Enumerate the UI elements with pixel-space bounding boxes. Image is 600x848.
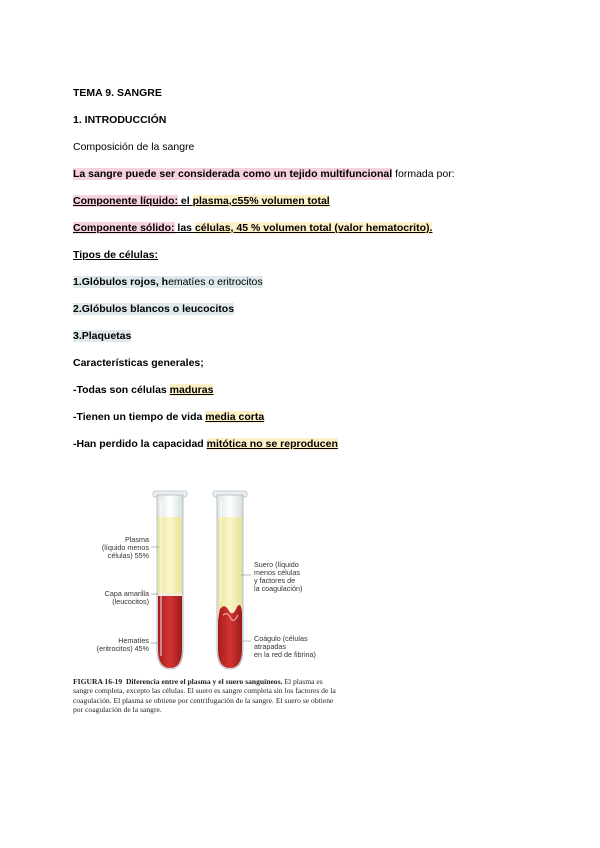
liquid-mid: el (178, 195, 193, 207)
characteristic-highlight: mitótica no se reproducen (206, 438, 338, 450)
liquid-label: Componente líquido: (73, 195, 178, 207)
characteristic-prefix: -Tienen un tiempo de vida (73, 411, 206, 423)
intro-sentence (73, 167, 455, 181)
cell-types-heading: Tipos de células: (73, 249, 158, 261)
intro-highlight: La sangre puede ser considerada como un tejido multifuncional (73, 168, 393, 180)
serum-label: Suero (líquido menos células y factores de la coagulación) (254, 560, 303, 593)
characteristic-item (73, 383, 213, 397)
cell-type-normal: ematíes o eritrocitos (168, 276, 263, 288)
section-heading: 1. INTRODUCCIÓN (73, 114, 167, 126)
caption-title: Diferencia entre el plasma y el suero sanguíneos. (125, 677, 283, 686)
characteristic-prefix: -Han perdido la capacidad (73, 438, 207, 450)
characteristic-prefix: -Todas son células (73, 384, 170, 396)
plasma-tube (153, 491, 187, 669)
characteristic-item (73, 437, 338, 451)
serum-tube (213, 491, 247, 669)
rbc-label: Hematíes (eritrocitos) 45% (96, 636, 149, 653)
cell-type-bold: 3.Plaquetas (73, 330, 132, 342)
liquid-value: plasma,c55% volumen total (192, 195, 330, 207)
characteristic-highlight: media corta (205, 411, 265, 423)
cell-type-item (73, 329, 131, 343)
cell-type-bold: 2.Glóbulos blancos o leucocitos (73, 303, 235, 315)
figure-caption (73, 677, 341, 714)
test-tube-figure (73, 481, 341, 743)
solid-component (73, 221, 432, 235)
solid-mid: las (174, 222, 195, 234)
cell-type-item (73, 275, 263, 289)
intro-rest: formada por: (392, 168, 455, 180)
solid-label: Componente sólido: (73, 222, 175, 234)
caption-body: El plasma es sangre completa, excepto las células. El suero es sangre completa sin los factores de la coagulación. El plasma se obtiene por centrifugación de la sangre. El suero se obtiene por coagulación de la sangre. (73, 677, 336, 714)
composition-heading: Composición de la sangre (73, 141, 195, 153)
solid-value: células, 45 % volumen total (valor hematocrito). (194, 222, 433, 234)
plasma-label: Plasma (líquido menos células) 55% (101, 535, 149, 560)
clot-label: Coágulo (células atrapadas en la red de fibrina) (254, 634, 316, 659)
liquid-component (73, 194, 330, 208)
characteristic-item (73, 410, 264, 424)
characteristic-highlight: maduras (169, 384, 214, 396)
general-heading: Características generales; (73, 357, 204, 369)
document-title: TEMA 9. SANGRE (73, 87, 162, 99)
cell-type-bold: 1.Glóbulos rojos, h (73, 276, 169, 288)
cell-type-item (73, 302, 234, 316)
buffy-coat-label: Capa amarilla (leucocitos) (104, 589, 149, 606)
caption-number: FIGURA 16-19 (73, 677, 123, 686)
